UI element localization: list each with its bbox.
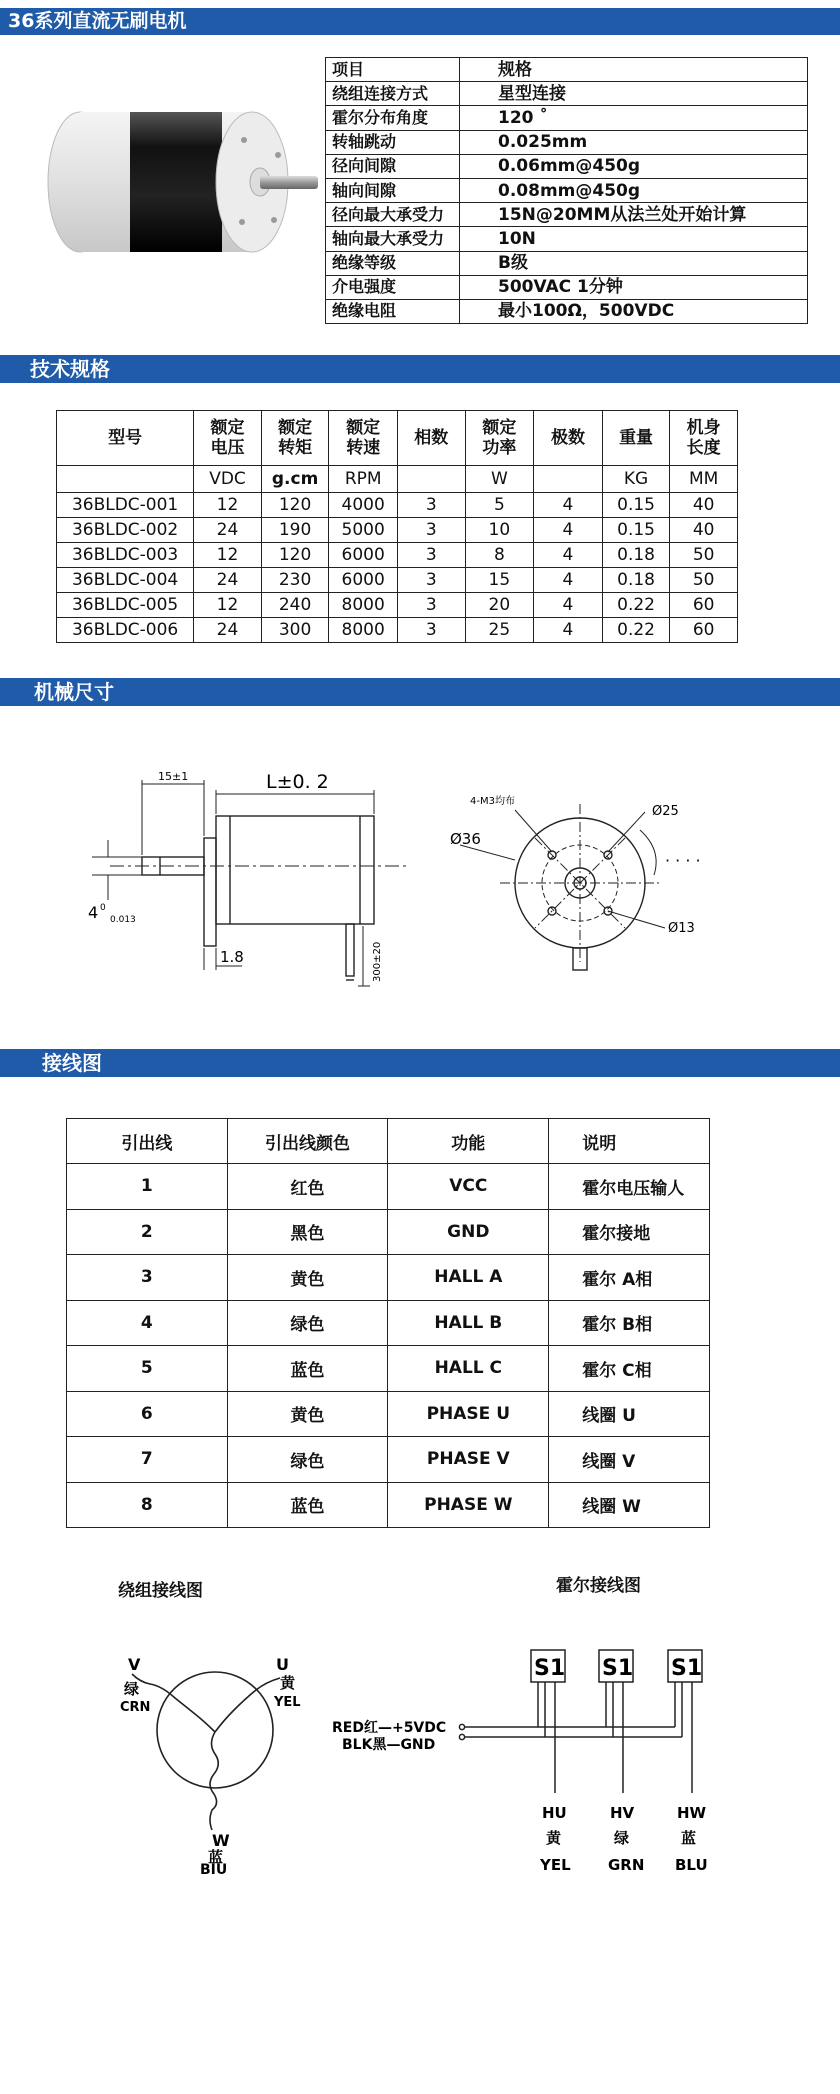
tech-cell: 4 xyxy=(534,518,603,543)
tech-cell: 36BLDC-003 xyxy=(57,543,194,568)
dim-lead: 300±20 xyxy=(372,941,383,982)
motor-image xyxy=(38,100,328,270)
tech-cell: 12 xyxy=(194,593,262,618)
spec-key: 轴向最大承受力 xyxy=(326,227,460,251)
tech-cell: 8000 xyxy=(329,593,398,618)
tech-header-length: 机身 长度 xyxy=(670,411,738,466)
table-row xyxy=(57,543,738,568)
section-title-tech: 技术规格 xyxy=(30,357,110,381)
wire-cell: 2 xyxy=(67,1209,228,1255)
wire-cell: 绿色 xyxy=(227,1437,388,1483)
spec-header-item: 项目 xyxy=(326,58,460,82)
winding-w-cn: 蓝 xyxy=(208,1848,224,1866)
wire-cell: 5 xyxy=(67,1346,228,1392)
spec-key: 轴向间隙 xyxy=(326,178,460,202)
hall-out-en: BLU xyxy=(675,1856,708,1874)
dim-length: L±0. 2 xyxy=(266,771,329,793)
spec-key: 径向最大承受力 xyxy=(326,203,460,227)
tech-cell: 8 xyxy=(465,543,534,568)
tech-header-torque: 额定 转矩 xyxy=(261,411,329,466)
holes-label: 4-M3均布 xyxy=(470,796,515,807)
tech-cell: 3 xyxy=(397,618,465,643)
wire-cell: 1 xyxy=(67,1164,228,1210)
table-row xyxy=(67,1346,710,1392)
tech-cell: 20 xyxy=(465,593,534,618)
hall-out-name: HU xyxy=(542,1804,567,1822)
tech-unit xyxy=(534,466,603,493)
wire-table xyxy=(66,1118,710,1528)
dia-pcd-label: Ø25 xyxy=(652,804,679,819)
table-row xyxy=(67,1300,710,1346)
hall-out-cn: 绿 xyxy=(614,1829,630,1847)
spec-value: 最小100Ω，500VDC xyxy=(460,299,808,323)
tech-cell: 120 xyxy=(261,493,329,518)
spec-value: 0.06mm@450g xyxy=(460,154,808,178)
tech-cell: 0.15 xyxy=(602,518,670,543)
wire-cell: 黑色 xyxy=(227,1209,388,1255)
tech-cell: 5000 xyxy=(329,518,398,543)
table-row xyxy=(67,1164,710,1210)
page-title: 36系列直流无刷电机 xyxy=(8,10,187,32)
spec-key: 绕组连接方式 xyxy=(326,82,460,106)
table-row xyxy=(67,1209,710,1255)
spec-table xyxy=(325,57,808,324)
table-row xyxy=(57,518,738,543)
table-row xyxy=(67,1391,710,1437)
spec-value: 10N xyxy=(460,227,808,251)
hall-out-cn: 蓝 xyxy=(681,1829,697,1847)
hall-blk-label: BLK黑—GND xyxy=(342,1737,436,1753)
spec-value: B级 xyxy=(460,251,808,275)
tech-cell: 36BLDC-002 xyxy=(57,518,194,543)
tech-header-poles: 极数 xyxy=(534,411,603,466)
tech-unit: KG xyxy=(602,466,670,493)
wire-cell: 6 xyxy=(67,1391,228,1437)
table-row xyxy=(57,618,738,643)
tech-cell: 3 xyxy=(397,518,465,543)
wire-header-color: 引出线颜色 xyxy=(227,1119,388,1164)
spec-value: 120 ˚ xyxy=(460,106,808,130)
wire-cell: 绿色 xyxy=(227,1300,388,1346)
tech-cell: 25 xyxy=(465,618,534,643)
tech-cell: 0.22 xyxy=(602,618,670,643)
tech-unit: VDC xyxy=(194,466,262,493)
tech-header-voltage: 额定 电压 xyxy=(194,411,262,466)
dim-flange: 1.8 xyxy=(220,948,244,966)
spec-key: 转轴跳动 xyxy=(326,130,460,154)
wire-cell: 黄色 xyxy=(227,1391,388,1437)
wire-cell: HALL B xyxy=(388,1300,549,1346)
wire-cell: PHASE U xyxy=(388,1391,549,1437)
winding-title: 绕组接线图 xyxy=(118,1581,203,1601)
wire-cell: 线圈 V xyxy=(549,1437,710,1483)
tech-header-phases: 相数 xyxy=(397,411,465,466)
tech-cell: 40 xyxy=(670,518,738,543)
wire-header-desc: 说明 xyxy=(549,1119,710,1164)
dots-label: · · · · xyxy=(665,851,701,870)
table-row xyxy=(67,1437,710,1483)
tech-cell: 0.15 xyxy=(602,493,670,518)
tech-cell: 24 xyxy=(194,568,262,593)
spec-header-value: 规格 xyxy=(460,58,808,82)
winding-v-en: CRN xyxy=(120,1700,151,1715)
tech-cell: 4 xyxy=(534,593,603,618)
section-bar-mech xyxy=(0,678,840,706)
hall-sensor-3: S1 xyxy=(671,1656,703,1681)
tech-cell: 15 xyxy=(465,568,534,593)
tech-cell: 12 xyxy=(194,543,262,568)
winding-w: W xyxy=(212,1831,230,1850)
tech-cell: 0.18 xyxy=(602,543,670,568)
wire-cell: 黄色 xyxy=(227,1255,388,1301)
wire-header-function: 功能 xyxy=(388,1119,549,1164)
tech-cell: 300 xyxy=(261,618,329,643)
spec-value: 15N@20MM从法兰处开始计算 xyxy=(460,203,808,227)
tech-cell: 120 xyxy=(261,543,329,568)
side-view-drawing xyxy=(70,760,440,990)
tech-cell: 0.18 xyxy=(602,568,670,593)
wire-cell: 蓝色 xyxy=(227,1482,388,1528)
hall-red-label: RED红—+5VDC xyxy=(332,1720,447,1736)
winding-diagram xyxy=(100,1650,320,1875)
tech-cell: 60 xyxy=(670,593,738,618)
tech-cell: 4000 xyxy=(329,493,398,518)
hall-out-en: YEL xyxy=(540,1856,571,1874)
section-title-wiring: 接线图 xyxy=(42,1051,102,1075)
wire-cell: 霍尔接地 xyxy=(549,1209,710,1255)
dia-body-label: Ø36 xyxy=(450,830,481,848)
spec-key: 霍尔分布角度 xyxy=(326,106,460,130)
tech-header-model: 型号 xyxy=(57,411,194,466)
wire-cell: 红色 xyxy=(227,1164,388,1210)
dia-boss-label: Ø13 xyxy=(668,921,695,936)
spec-value: 500VAC 1分钟 xyxy=(460,275,808,299)
winding-w-en: BIU xyxy=(200,1862,228,1875)
tech-cell: 10 xyxy=(465,518,534,543)
tech-cell: 40 xyxy=(670,493,738,518)
winding-u-cn: 黄 xyxy=(280,1674,296,1692)
tech-cell: 4 xyxy=(534,568,603,593)
tech-header-weight: 重量 xyxy=(602,411,670,466)
spec-key: 绝缘等级 xyxy=(326,251,460,275)
section-title-mech: 机械尺寸 xyxy=(34,680,114,704)
winding-v: V xyxy=(128,1655,141,1674)
hall-diagram xyxy=(320,1645,740,1890)
wire-cell: 霍尔 A相 xyxy=(549,1255,710,1301)
wire-cell: 7 xyxy=(67,1437,228,1483)
tech-cell: 50 xyxy=(670,543,738,568)
wire-cell: 霍尔 C相 xyxy=(549,1346,710,1392)
wire-cell: PHASE V xyxy=(388,1437,549,1483)
tech-cell: 8000 xyxy=(329,618,398,643)
wire-cell: 3 xyxy=(67,1255,228,1301)
tech-unit: MM xyxy=(670,466,738,493)
wire-cell: HALL A xyxy=(388,1255,549,1301)
tech-cell: 60 xyxy=(670,618,738,643)
tech-spec-table xyxy=(56,410,738,643)
spec-value: 星型连接 xyxy=(460,82,808,106)
winding-u: U xyxy=(276,1655,289,1674)
tech-unit: W xyxy=(465,466,534,493)
wire-cell: GND xyxy=(388,1209,549,1255)
wire-cell: 霍尔 B相 xyxy=(549,1300,710,1346)
tech-unit xyxy=(397,466,465,493)
tech-cell: 6000 xyxy=(329,568,398,593)
tech-cell: 4 xyxy=(534,618,603,643)
tech-cell: 3 xyxy=(397,593,465,618)
tech-cell: 4 xyxy=(534,493,603,518)
tech-cell: 3 xyxy=(397,493,465,518)
tech-unit: g.cm xyxy=(261,466,329,493)
tech-unit xyxy=(57,466,194,493)
dim-shaft-ext: 15±1 xyxy=(158,770,189,783)
hall-out-en: GRN xyxy=(608,1856,645,1874)
tech-header-power: 额定 功率 xyxy=(465,411,534,466)
dim-shaft-dia: 4 xyxy=(88,903,99,922)
wire-cell: 8 xyxy=(67,1482,228,1528)
table-row xyxy=(57,568,738,593)
tech-cell: 50 xyxy=(670,568,738,593)
tech-cell: 24 xyxy=(194,518,262,543)
table-row xyxy=(67,1255,710,1301)
wire-cell: HALL C xyxy=(388,1346,549,1392)
tech-cell: 24 xyxy=(194,618,262,643)
table-row xyxy=(67,1482,710,1528)
section-bar-tech xyxy=(0,355,840,383)
tech-cell: 5 xyxy=(465,493,534,518)
spec-value: 0.08mm@450g xyxy=(460,178,808,202)
wire-header-lead: 引出线 xyxy=(67,1119,228,1164)
dim-tol-upper: 0 xyxy=(100,903,106,913)
hall-out-name: HV xyxy=(610,1804,635,1822)
section-bar-wiring xyxy=(0,1049,840,1077)
tech-cell: 36BLDC-005 xyxy=(57,593,194,618)
hall-sensor-2: S1 xyxy=(602,1656,634,1681)
tech-cell: 230 xyxy=(261,568,329,593)
front-view-drawing xyxy=(440,780,730,990)
table-row xyxy=(57,593,738,618)
wire-cell: VCC xyxy=(388,1164,549,1210)
hall-out-name: HW xyxy=(677,1804,707,1822)
wire-cell: 蓝色 xyxy=(227,1346,388,1392)
wire-cell: 线圈 U xyxy=(549,1391,710,1437)
tech-header-speed: 额定 转速 xyxy=(329,411,398,466)
dim-tol-lower: 0.013 xyxy=(110,915,136,925)
wire-cell: 线圈 W xyxy=(549,1482,710,1528)
hall-sensor-1: S1 xyxy=(534,1656,566,1681)
tech-cell: 12 xyxy=(194,493,262,518)
tech-cell: 3 xyxy=(397,543,465,568)
tech-cell: 190 xyxy=(261,518,329,543)
table-row xyxy=(57,493,738,518)
tech-cell: 36BLDC-004 xyxy=(57,568,194,593)
spec-key: 介电强度 xyxy=(326,275,460,299)
spec-key: 径向间隙 xyxy=(326,154,460,178)
hall-out-cn: 黄 xyxy=(546,1829,562,1847)
spec-key: 绝缘电阻 xyxy=(326,299,460,323)
hall-title: 霍尔接线图 xyxy=(556,1576,641,1596)
wire-cell: PHASE W xyxy=(388,1482,549,1528)
tech-cell: 3 xyxy=(397,568,465,593)
tech-cell: 36BLDC-006 xyxy=(57,618,194,643)
tech-cell: 4 xyxy=(534,543,603,568)
tech-cell: 6000 xyxy=(329,543,398,568)
tech-unit: RPM xyxy=(329,466,398,493)
tech-cell: 36BLDC-001 xyxy=(57,493,194,518)
wire-cell: 4 xyxy=(67,1300,228,1346)
winding-v-cn: 绿 xyxy=(124,1680,140,1698)
tech-cell: 0.22 xyxy=(602,593,670,618)
winding-u-en: YEL xyxy=(274,1695,301,1710)
title-bar xyxy=(0,8,840,35)
spec-value: 0.025mm xyxy=(460,130,808,154)
wire-cell: 霍尔电压输人 xyxy=(549,1164,710,1210)
tech-cell: 240 xyxy=(261,593,329,618)
